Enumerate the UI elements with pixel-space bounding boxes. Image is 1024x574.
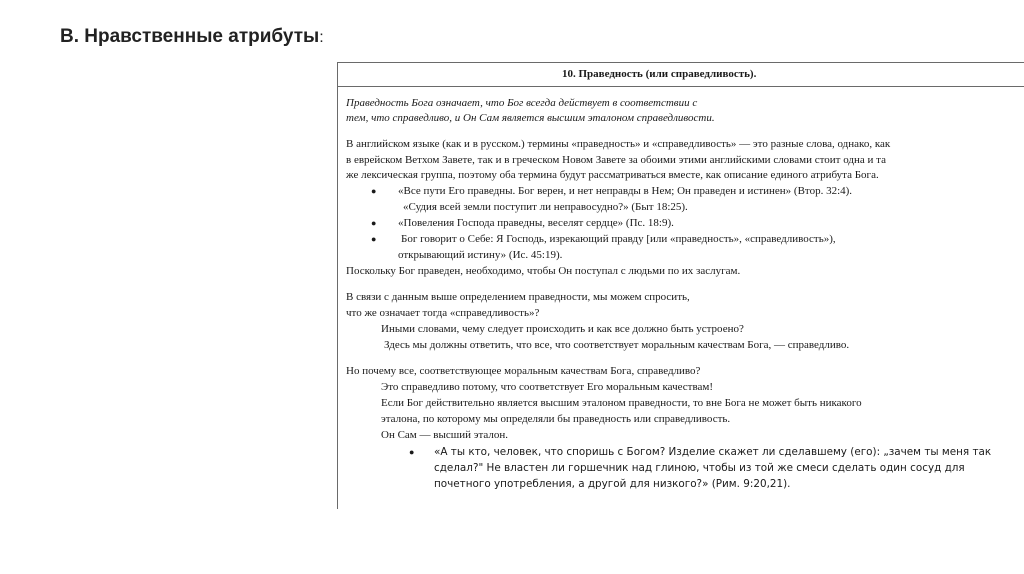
bullet-icon: ● xyxy=(371,218,377,228)
paragraph-line: В английском языке (как и в русском.) термины «праведность» и «справедливость» — это разные слова, однако, как xyxy=(346,138,891,150)
paragraph-line: Если Бог действительно является высшим эталоном праведности, то вне Бога не может быть никакого xyxy=(381,397,862,409)
bullet-item-continuation: открывающий истину» (Ис. 45:19). xyxy=(398,249,563,261)
slide-title-colon: : xyxy=(319,29,324,46)
intro-line: тем, что справедливо, и Он Сам является высшим эталоном справедливости. xyxy=(346,112,715,124)
paragraph-line: Но почему все, соответствующее моральным качествам Бога, справедливо? xyxy=(346,365,701,377)
quote-line: сделал?" Не властен ли горшечник над глиною, чтобы из той же смеси сделать один сосуд для xyxy=(434,462,965,474)
paragraph-line: Он Сам — высший эталон. xyxy=(381,429,508,441)
slide-title-text: В. Нравственные атрибуты xyxy=(60,26,320,47)
paragraph-line: в еврейском Ветхом Завете, так и в греческом Новом Завете за обоими этими английскими словами стоит одна и та xyxy=(346,154,886,166)
slide-title xyxy=(60,26,324,48)
bullet-icon: ● xyxy=(371,186,377,196)
bullet-item: Бог говорит о Себе: Я Господь, изрекающий правду [или «праведность», «справедливость»), xyxy=(401,233,836,245)
quote-line: «А ты кто, человек, что споришь с Богом? Изделие скажет ли сделавшему (его): „зачем ты меня так xyxy=(434,446,992,458)
table-header: 10. Праведность (или справедливость). xyxy=(338,63,1024,87)
paragraph-line: Здесь мы должны ответить, что все, что соответствует моральным качествам Бога, — справедливо. xyxy=(384,339,850,351)
paragraph-line: что же означает тогда «справедливость»? xyxy=(346,307,540,319)
bullet-item: «Повеления Господа праведны, веселят сердце» (Пс. 18:9). xyxy=(398,217,674,229)
paragraph-line: эталона, по которому мы определяли бы праведность или справедливость. xyxy=(381,413,731,425)
quote-line: почетного употребления, а другой для низкого?» (Рим. 9:20,21). xyxy=(434,478,791,490)
paragraph-line: В связи с данным выше определением праведности, мы можем спросить, xyxy=(346,291,690,303)
intro-line: Праведность Бога означает, что Бог всегда действует в соответствии с xyxy=(346,97,698,109)
paragraph-line: Иными словами, чему следует происходить и как все должно быть устроено? xyxy=(381,323,744,335)
paragraph-line: Это справедливо потому, что соответствует Его моральным качествам! xyxy=(381,381,714,393)
bullet-icon: ● xyxy=(371,234,377,244)
bullet-item: «Все пути Его праведны. Бог верен, и нет неправды в Нем; Он праведен и истинен» (Втор. 32:4). xyxy=(398,185,853,197)
bullet-icon: ● xyxy=(409,447,415,457)
paragraph-line: Поскольку Бог праведен, необходимо, чтобы Он поступал с людьми по их заслугам. xyxy=(346,265,741,277)
paragraph-line: же лексическая группа, поэтому оба термина будут рассматриваться вместе, как описание единого атрибута Бога. xyxy=(346,169,879,181)
document-table xyxy=(337,62,1024,509)
bullet-item-continuation: «Судия всей земли поступит ли неправосудно?» (Быт 18:25). xyxy=(403,201,688,213)
